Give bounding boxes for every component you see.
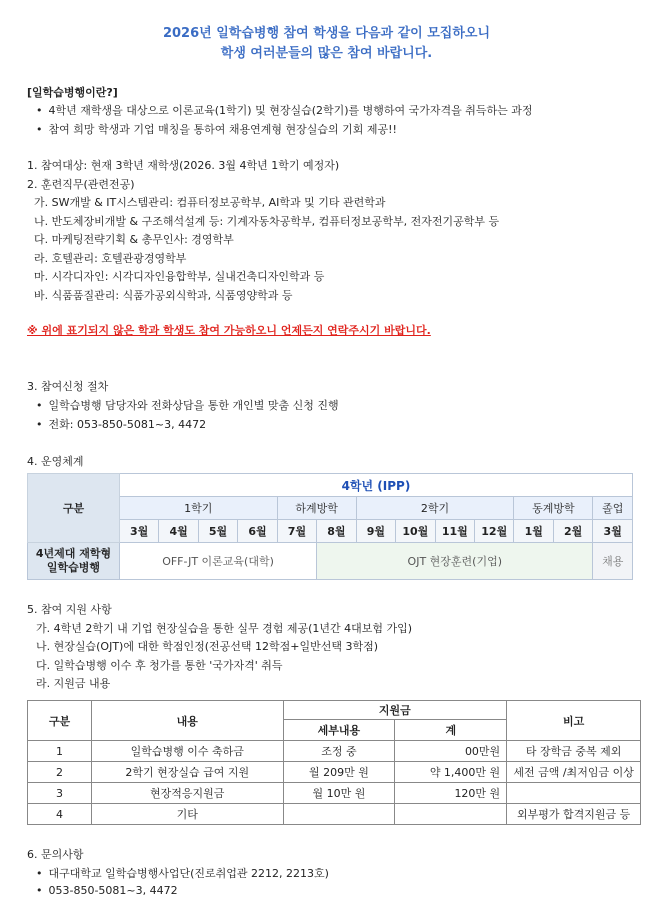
funding-note: 세전 금액 /최저임금 이상	[507, 762, 641, 783]
section-6-title: 6. 문의사항	[27, 848, 84, 861]
hire-cell: 채용	[593, 543, 633, 580]
section-2-item-5: 마. 시각디자인: 시각디자인융합학부, 실내건축디자인학과 등	[34, 270, 325, 283]
funding-no: 2	[28, 762, 92, 783]
month-cell: 4월	[159, 520, 198, 543]
funding-header-total: 계	[395, 720, 507, 741]
section-2-item-4: 라. 호텔관리: 호텔관광경영학부	[34, 252, 187, 265]
funding-row	[28, 804, 641, 825]
funding-note: 타 장학금 중복 제외	[507, 741, 641, 762]
intro-bullet-2: • 참여 희망 학생과 기업 매칭을 통하여 채용연계형 현장실습의 기회 제공!!	[36, 121, 397, 137]
funding-detail	[283, 804, 395, 825]
intro-title: [일학습병행이란?]	[27, 86, 118, 99]
section-1: 1. 참여대상: 현재 3학년 재학생(2026. 3월 4학년 1학기 예정자)	[27, 159, 340, 172]
funding-note	[507, 783, 641, 804]
section-3-bullet-1: • 일학습병행 담당자와 전화상담을 통한 개인별 맞춤 신청 진행	[36, 397, 339, 413]
schedule-table	[27, 473, 633, 580]
intro-bullet-1: • 4학년 재학생을 대상으로 이론교육(1학기) 및 현장실습(2학기)를 병행하여 국가자격을 취득하는 과정	[36, 102, 533, 118]
section-4-title: 4. 운영체계	[27, 455, 84, 468]
term-summer: 하계방학	[277, 497, 356, 520]
month-cell: 10월	[396, 520, 435, 543]
schedule-row-label-2: 일학습병행	[46, 561, 101, 574]
section-6-bullet-2: • 053-850-5081~3, 4472	[36, 884, 178, 897]
funding-content: 현장적응지원금	[91, 783, 283, 804]
funding-note: 외부평가 합격지원금 등	[507, 804, 641, 825]
funding-no: 1	[28, 741, 92, 762]
schedule-year-label: 4학년 (IPP)	[119, 474, 632, 497]
funding-total: 120만 원	[395, 783, 507, 804]
term-1: 1학기	[119, 497, 277, 520]
section-2-title: 2. 훈련직무(관련전공)	[27, 178, 135, 191]
month-cell: 3월	[119, 520, 158, 543]
funding-detail: 월 10만 원	[283, 783, 395, 804]
section-2-item-6: 바. 식품품질관리: 식품가공외식학과, 식품영양학과 등	[34, 289, 293, 302]
term-2: 2학기	[356, 497, 514, 520]
ojt-cell: OJT 현장훈련(기업)	[317, 543, 593, 580]
funding-row	[28, 762, 641, 783]
header-line-2: 학생 여러분들의 많은 참여 바랍니다.	[220, 46, 433, 61]
month-cell: 3월	[593, 520, 633, 543]
funding-table	[27, 700, 641, 825]
month-cell: 2월	[553, 520, 592, 543]
month-cell: 1월	[514, 520, 553, 543]
month-cell: 8월	[317, 520, 356, 543]
term-graduation: 졸업	[593, 497, 633, 520]
section-3-title: 3. 참여신청 절차	[27, 380, 109, 393]
schedule-row-label	[28, 543, 120, 580]
funding-header-content: 내용	[91, 701, 283, 741]
month-cell: 5월	[198, 520, 237, 543]
section-5-item-3: 다. 일학습병행 이수 후 청가를 통한 '국가자격' 취득	[36, 659, 283, 672]
funding-total	[395, 804, 507, 825]
funding-no: 3	[28, 783, 92, 804]
header-line-1: 2026년 일학습병행 참여 학생을 다음과 같이 모집하오니	[162, 26, 491, 41]
funding-detail: 조정 중	[283, 741, 395, 762]
funding-header-group: 지원금	[283, 701, 507, 720]
funding-content: 기타	[91, 804, 283, 825]
schedule-row-label-1: 4년제대 재학형	[35, 547, 112, 560]
month-cell: 9월	[356, 520, 395, 543]
notice-text: ※ 위에 표기되지 않은 학과 학생도 참여 가능하오니 언제든지 연락주시기 바랍니다.	[27, 324, 431, 337]
schedule-col-label: 구분	[28, 474, 120, 543]
section-5-item-1: 가. 4학년 2학기 내 기업 현장실습을 통한 실무 경험 제공(1년간 4대보험 가입)	[36, 622, 413, 635]
funding-content: 일학습병행 이수 축하금	[91, 741, 283, 762]
funding-total: 00만원	[395, 741, 507, 762]
funding-header-detail: 세부내용	[283, 720, 395, 741]
funding-detail: 월 209만 원	[283, 762, 395, 783]
funding-total: 약 1,400만 원	[395, 762, 507, 783]
off-jt-cell: OFF-JT 이론교육(대학)	[119, 543, 316, 580]
month-cell: 7월	[277, 520, 316, 543]
section-5-item-2: 나. 현장실습(OJT)에 대한 학점인정(전공선택 12학점+일반선택 3학점)	[36, 640, 379, 653]
section-2-item-1: 가. SW개발 & IT시스템관리: 컴퓨터정보공학부, AI학과 및 기타 관련학과	[34, 196, 386, 209]
section-5-title: 5. 참여 지원 사항	[27, 603, 112, 616]
section-6-bullet-1: • 대구대학교 일학습병행사업단(진로취업관 2212, 2213호)	[36, 865, 329, 881]
funding-header-note: 비고	[507, 701, 641, 741]
funding-content: 2학기 현장실습 급여 지원	[91, 762, 283, 783]
funding-no: 4	[28, 804, 92, 825]
section-5-item-4: 라. 지원금 내용	[36, 677, 111, 690]
month-cell: 11월	[435, 520, 474, 543]
funding-header-no: 구분	[28, 701, 92, 741]
term-winter: 동계방학	[514, 497, 593, 520]
section-3-bullet-2: • 전화: 053-850-5081~3, 4472	[36, 416, 206, 432]
month-cell: 6월	[238, 520, 277, 543]
section-2-item-3: 다. 마케팅전략기획 & 총무인사: 경영학부	[34, 233, 234, 246]
funding-row	[28, 783, 641, 804]
section-2-item-2: 나. 반도체장비개발 & 구조해석설계 등: 기계자동차공학부, 컴퓨터정보공학부, 전자전기공학부 등	[34, 215, 500, 228]
funding-row	[28, 741, 641, 762]
month-cell: 12월	[475, 520, 514, 543]
